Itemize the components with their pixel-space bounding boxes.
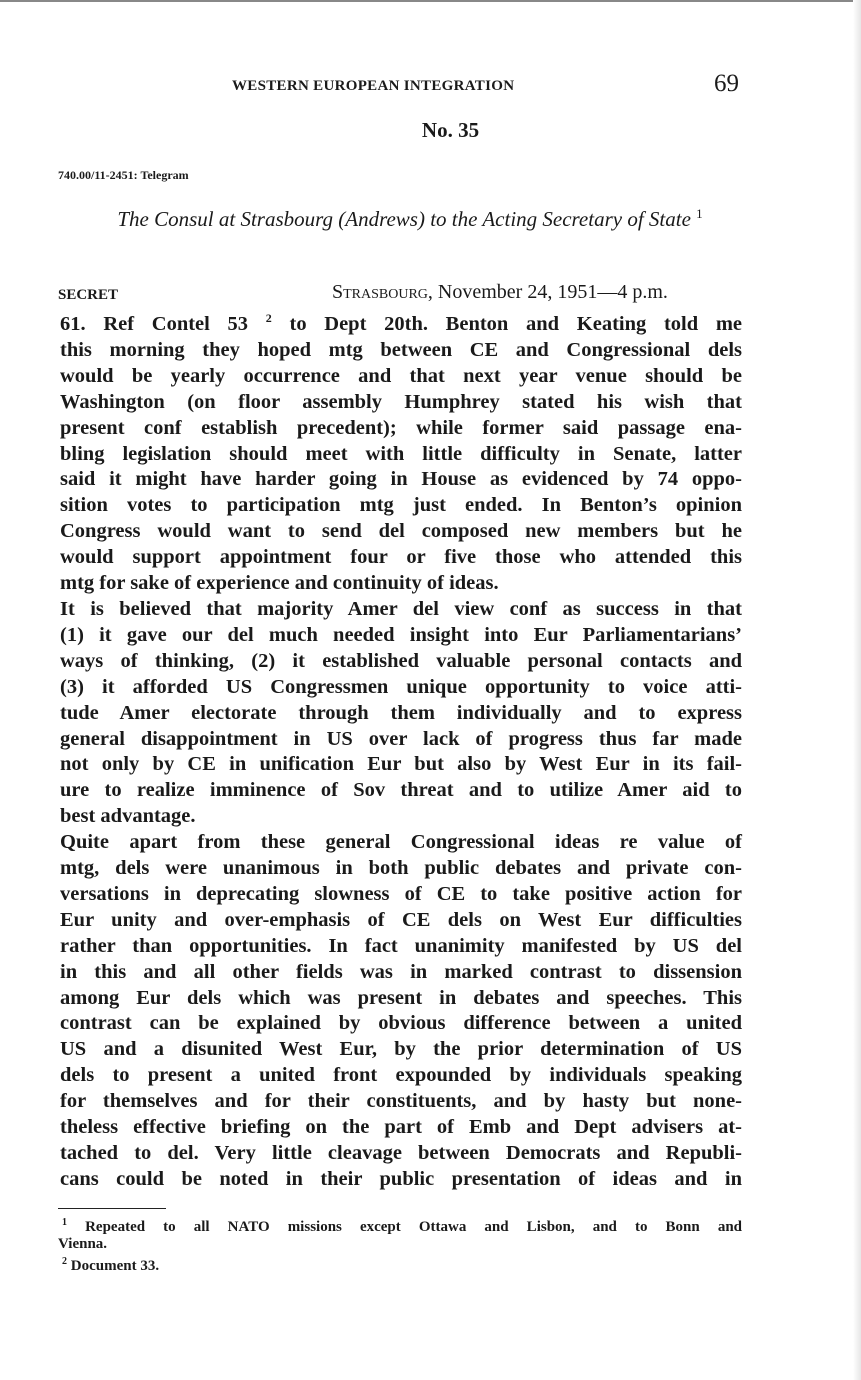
body-line: Quite apart from these general Congressional ideas re value of [60, 831, 742, 854]
body-line: rather than opportunities. In fact unanimity manifested by US del [60, 934, 742, 957]
paragraph-1 [58, 312, 742, 597]
body-line: Eur unity and over-emphasis of CE dels on West Eur difficulties [60, 908, 742, 931]
footnote-2-text: Document 33. [70, 1258, 160, 1274]
dateline-place: Strasbourg, [332, 281, 433, 303]
body-line: for themselves and for their constituents, and by hasty but none- [60, 1090, 742, 1113]
body-line: dels to present a united front expounded by individuals speaking [60, 1064, 742, 1087]
title-footnote-mark: 1 [696, 206, 703, 221]
body-line: (1) it gave our del much needed insight into Eur Parliamentarians’ [60, 623, 742, 646]
footnote-mark: 2 [265, 311, 272, 326]
body-line: sition votes to participation mtg just ended. In Benton’s opinion [60, 494, 742, 517]
document-title-text: The Consul at Strasbourg (Andrews) to the Acting Secretary of State [117, 207, 691, 231]
body-line: tached to del. Very little cleavage between Democrats and Republi- [60, 1142, 742, 1164]
footnote-1-text: Repeated to all NATO missions except Ottawa and Lisbon, and to Bonn and [85, 1219, 743, 1235]
paragraph-3 [58, 830, 742, 1193]
dateline-date: November 24, 1951—4 p.m. [437, 281, 668, 303]
body-line: contrast can be explained by obvious difference between a united [60, 1012, 742, 1035]
body-line: Congress would want to send del composed new members but he [60, 520, 742, 543]
page-edge-shadow [853, 0, 861, 1380]
body-line: theless effective briefing on the part of Emb and Dept advisers at- [60, 1116, 742, 1139]
body-line: mtg, dels were unanimous in both public debates and private con- [60, 857, 742, 880]
body-line: Washington (on floor assembly Humphrey stated his wish that [60, 390, 742, 413]
footnote-1 [58, 1214, 742, 1253]
body-line: It is believed that majority Amer del view conf as success in that [60, 597, 742, 620]
telegram-body [58, 312, 742, 1193]
body-line: not only by CE in unification Eur but also by West Eur in its fail- [60, 753, 742, 776]
body-line: best advantage. [60, 805, 196, 828]
body-line: versations in deprecating slowness of CE to take positive action for [60, 882, 742, 905]
body-line: 61. Ref Contel 53 $^2$ to Dept 20th. Benton and Keating told me [60, 311, 743, 335]
body-line: cans could be noted in their public presentation of ideas and in [60, 1167, 742, 1190]
footnotes [58, 1214, 742, 1275]
body-line: general disappointment in US over lack of progress thus far made [60, 727, 742, 750]
body-line: (3) it afforded US Congressmen unique opportunity to voice atti- [60, 675, 742, 698]
classification-label: SECRET [58, 287, 119, 303]
document-title [60, 200, 740, 233]
body-line: would be yearly occurrence and that next year venue should be [60, 364, 742, 387]
body-line: ure to realize imminence of Sov threat and to utilize Amer aid to [60, 779, 742, 802]
body-line: bling legislation should meet with little difficulty in Senate, latter [60, 442, 742, 465]
footnote-2-mark: 2 [62, 1256, 67, 1267]
body-line: US and a disunited West Eur, by the prior determination of US [60, 1038, 742, 1061]
page-number: 69 [714, 70, 739, 97]
footnote-2 [58, 1253, 742, 1275]
top-rule [0, 0, 861, 2]
body-line: this morning they hoped mtg between CE and Congressional dels [60, 338, 742, 361]
dateline [332, 281, 668, 304]
footnote-1-text-cont: Vienna. [58, 1236, 108, 1252]
body-line: present conf establish precedent); while former said passage ena- [60, 416, 742, 439]
footnote-1-mark: 1 [62, 1217, 67, 1228]
footnote-rule [58, 1208, 166, 1209]
running-head: WESTERN EUROPEAN INTEGRATION [232, 78, 515, 94]
body-line: ways of thinking, (2) it established valuable personal contacts and [60, 649, 742, 672]
body-line: mtg for sake of experience and continuity of ideas. [60, 572, 499, 595]
paragraph-2 [58, 597, 742, 830]
body-line: said it might have harder going in House as evidenced by 74 oppo- [60, 468, 742, 491]
body-line: among Eur dels which was present in debates and speeches. This [60, 986, 742, 1009]
body-line: tude Amer electorate through them individually and to express [60, 701, 742, 724]
body-line: would support appointment four or five those who attended this [60, 546, 742, 569]
body-line: in this and all other fields was in marked contrast to dissension [60, 960, 742, 983]
file-reference: 740.00/11-2451: Telegram [58, 168, 189, 182]
document-number: No. 35 [421, 118, 480, 142]
